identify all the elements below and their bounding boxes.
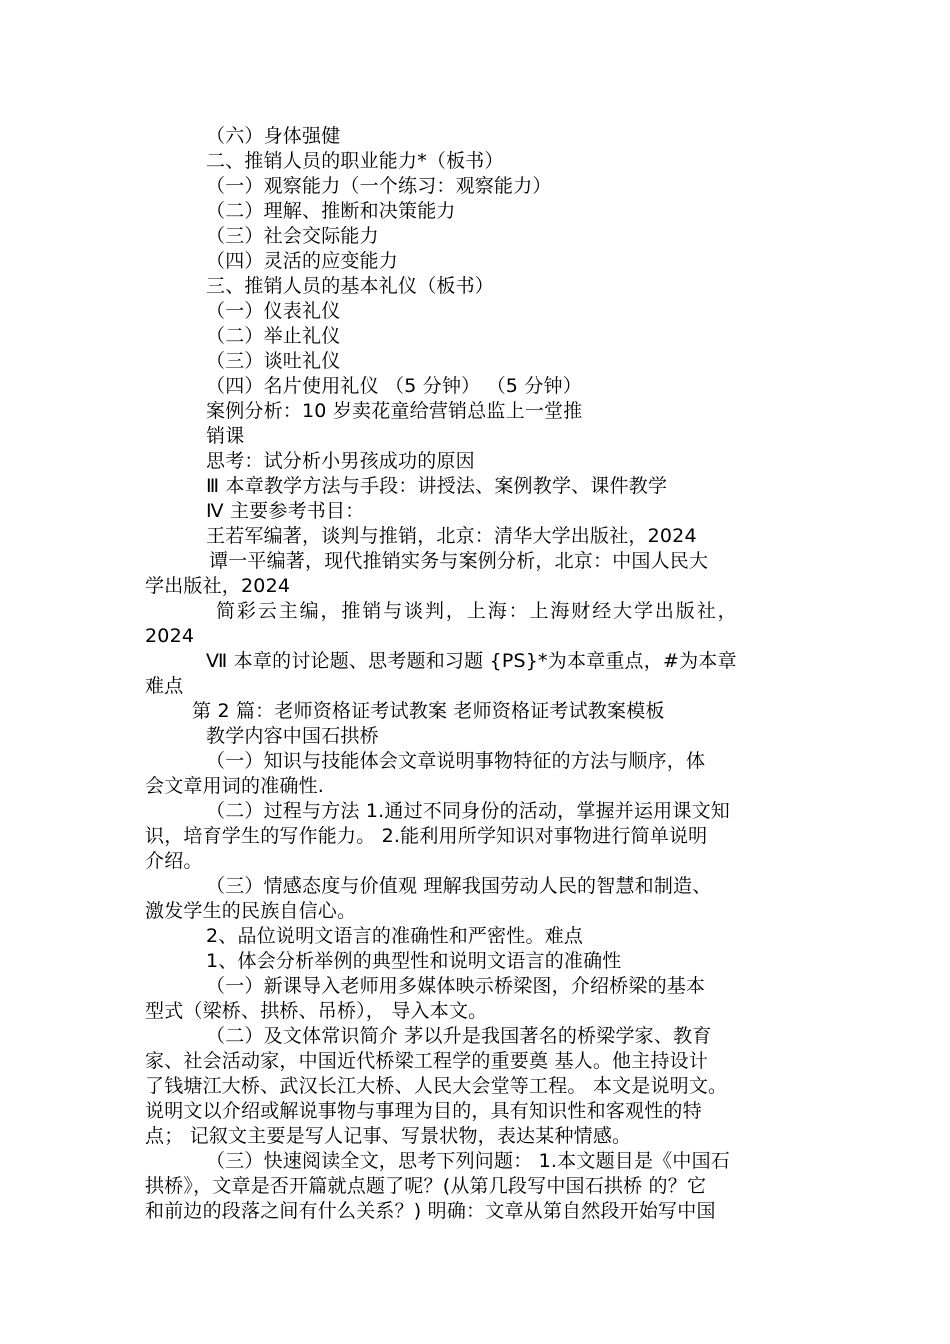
text-line: （一）新课导入老师用多媒体映示桥梁图，介绍桥梁的基本 — [206, 975, 706, 997]
text-line: （四）名片使用礼仪 （5 分钟） （5 分钟） — [206, 375, 582, 397]
text-line: 型式（梁桥、拱桥、吊桥）， 导入本文。 — [145, 1000, 488, 1022]
text-line: 拱桥》，文章是否开篇就点题了呢？(从第几段写中国石拱桥 的？它 — [145, 1175, 707, 1197]
text-line: 识，培育学生的写作能力。 2.能利用所学知识对事物进行简单说明 — [145, 825, 708, 847]
text-line: 点； 记叙文主要是写人记事、写景状物，表达某种情感。 — [145, 1125, 632, 1147]
text-line: Ⅲ 本章教学方法与手段：讲授法、案例教学、课件教学 — [206, 475, 668, 497]
text-line: （二）理解、推断和决策能力 — [206, 200, 456, 222]
text-line: （二）及文体常识简介 茅以升是我国著名的桥梁学家、教育 — [206, 1025, 712, 1047]
text-line: （三）快速阅读全文，思考下列问题： 1.本文题目是《中国石 — [206, 1150, 730, 1172]
text-line: 销课 — [206, 425, 245, 447]
text-line: 2、品位说明文语言的准确性和严密性。难点 — [206, 925, 584, 947]
text-line: （二）过程与方法 1.通过不同身份的活动，掌握并运用课文知 — [206, 800, 730, 822]
text-line: 2024 — [145, 625, 195, 647]
text-line: （六）身体强健 — [206, 125, 341, 147]
text-line: 和前边的段落之间有什么关系？) 明确：文章从第自然段开始写中国 — [145, 1200, 716, 1222]
text-line: 二、推销人员的职业能力*（板书） — [206, 150, 504, 172]
text-line: 会文章用词的准确性. — [145, 775, 325, 797]
text-line: （二）举止礼仪 — [206, 325, 341, 347]
text-line: 王若军编著，谈判与推销，北京：清华大学出版社，2024 — [206, 525, 697, 547]
text-line: 案例分析：10 岁卖花童给营销总监上一堂推 — [206, 400, 583, 422]
text-line: 思考：试分析小男孩成功的原因 — [206, 450, 475, 472]
text-line: 说明文以介绍或解说事物与事理为目的，具有知识性和客观性的特 — [145, 1100, 702, 1122]
text-line: 激发学生的民族自信心。 — [145, 900, 357, 922]
text-line: 了钱塘江大桥、武汉长江大桥、人民大会堂等工程。 本文是说明文。 — [145, 1075, 728, 1097]
text-line: Ⅳ 主要参考书目： — [206, 500, 365, 522]
text-line: （三）情感态度与价值观 理解我国劳动人民的智慧和制造、 — [206, 875, 712, 897]
text-line: （一）仪表礼仪 — [206, 300, 341, 322]
text-line: （一）观察能力（一个练习：观察能力） — [206, 175, 552, 197]
text-line: 家、社会活动家，中国近代桥梁工程学的重要奠 基人。他主持设计 — [145, 1050, 709, 1072]
text-line: 难点 — [145, 675, 184, 697]
text-line: 1、体会分析举例的典型性和说明文语言的准确性 — [206, 950, 622, 972]
text-line: 第 2 篇：老师资格证考试教案 老师资格证考试教案模板 — [192, 700, 665, 722]
text-line: Ⅶ 本章的讨论题、思考题和习题 {PS}*为本章重点，#为本章 — [206, 650, 737, 672]
text-line: 谭一平编著，现代推销实务与案例分析，北京：中国人民大 — [209, 550, 709, 572]
text-line: （三）谈吐礼仪 — [206, 350, 341, 372]
text-line: 介绍。 — [145, 850, 203, 872]
text-line: （一）知识与技能体会文章说明事物特征的方法与顺序，体 — [206, 750, 706, 772]
text-line: 学出版社，2024 — [145, 575, 291, 597]
text-line: （三）社会交际能力 — [206, 225, 379, 247]
text-line: 简彩云主编，推销与谈判，上海：上海财经大学出版社， — [216, 600, 739, 622]
text-line: 教学内容中国石拱桥 — [206, 725, 379, 747]
text-line: 三、推销人员的基本礼仪（板书） — [206, 275, 495, 297]
text-line: （四）灵活的应变能力 — [206, 250, 399, 272]
